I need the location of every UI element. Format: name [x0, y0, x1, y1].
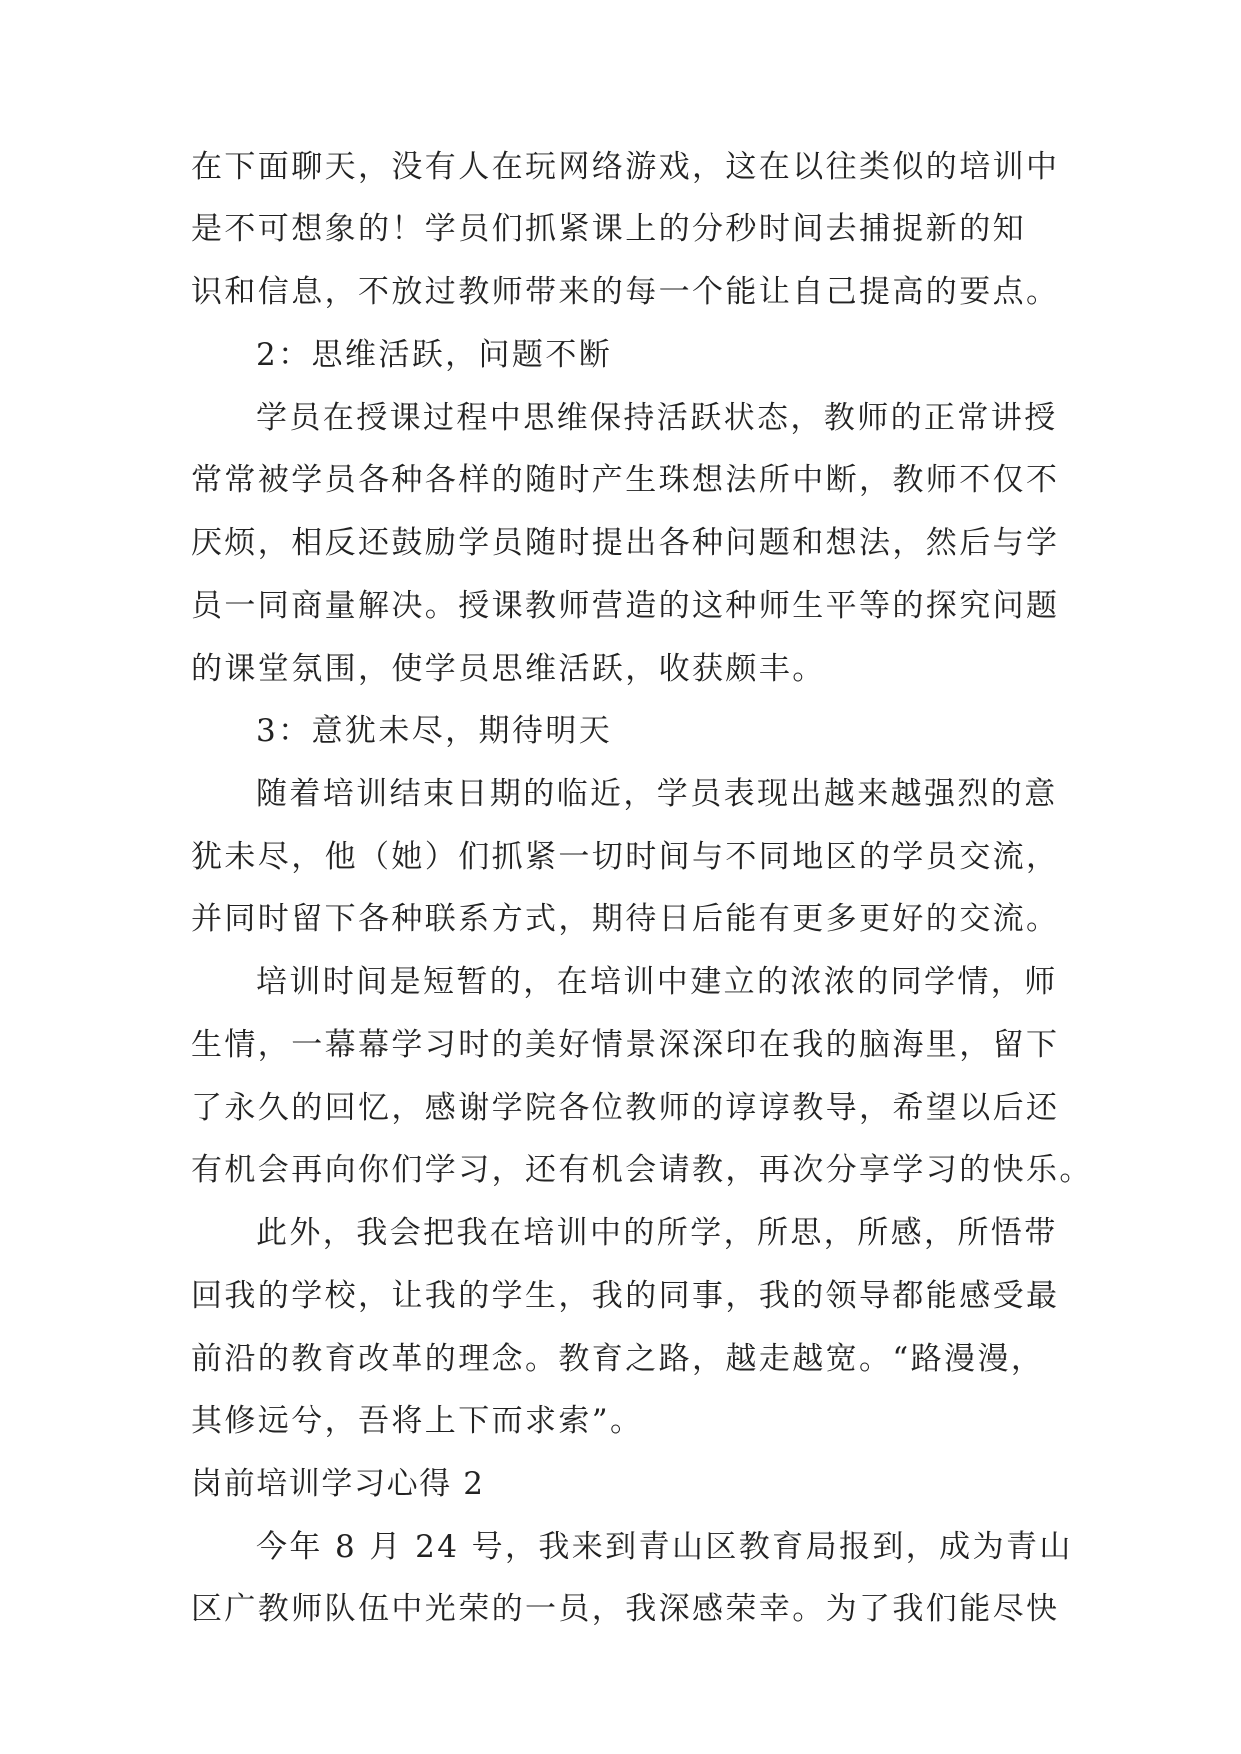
- text-line: 学员在授课过程中思维保持活跃状态，教师的正常讲授: [256, 400, 1058, 436]
- text-line: 有机会再向你们学习，还有机会请教，再次分享学习的快乐。: [191, 1152, 1093, 1188]
- text-line: 了永久的回忆，感谢学院各位教师的谆谆教导，希望以后还: [191, 1090, 1060, 1126]
- text-line: 随着培训结束日期的临近，学员表现出越来越强烈的意: [256, 776, 1058, 812]
- text-line: 生情，一幕幕学习时的美好情景深深印在我的脑海里，留下: [191, 1027, 1060, 1063]
- text-line: 培训时间是短暂的，在培训中建立的浓浓的同学情，师: [256, 964, 1058, 1000]
- text-line: 员一同商量解决。授课教师营造的这种师生平等的探究问题: [191, 588, 1060, 624]
- text-line: 区广教师队伍中光荣的一员，我深感荣幸。为了我们能尽快: [191, 1591, 1060, 1627]
- document-title: 岗前培训学习心得 2: [191, 1466, 485, 1502]
- text-line: 识和信息，不放过教师带来的每一个能让自己提高的要点。: [191, 274, 1060, 310]
- text-line: 常常被学员各种各样的随时产生珠想法所中断，教师不仅不: [191, 462, 1060, 498]
- text-line: 的课堂氛围，使学员思维活跃，收获颇丰。: [191, 651, 826, 687]
- section-heading: 3：意犹未尽，期待明天: [256, 713, 613, 749]
- text-line: 在下面聊天，没有人在玩网络游戏，这在以往类似的培训中: [191, 149, 1060, 185]
- text-line: 回我的学校，让我的学生，我的同事，我的领导都能感受最: [191, 1278, 1060, 1314]
- text-line: 是不可想象的！学员们抓紧课上的分秒时间去捕捉新的知: [191, 211, 1026, 247]
- text-line: 犹未尽，他（她）们抓紧一切时间与不同地区的学员交流，: [191, 839, 1060, 875]
- text-line: 前沿的教育改革的理念。教育之路，越走越宽。“路漫漫，: [191, 1341, 1045, 1377]
- text-line: 并同时留下各种联系方式，期待日后能有更多更好的交流。: [191, 901, 1060, 937]
- section-heading: 2：思维活跃，问题不断: [256, 337, 613, 373]
- text-line: 厌烦，相反还鼓励学员随时提出各种问题和想法，然后与学: [191, 525, 1060, 561]
- text-line: 今年 8 月 24 号，我来到青山区教育局报到，成为青山: [256, 1529, 1073, 1565]
- text-line: 其修远兮，吾将上下而求索”。: [191, 1403, 644, 1439]
- text-line: 此外，我会把我在培训中的所学，所思，所感，所悟带: [256, 1215, 1058, 1251]
